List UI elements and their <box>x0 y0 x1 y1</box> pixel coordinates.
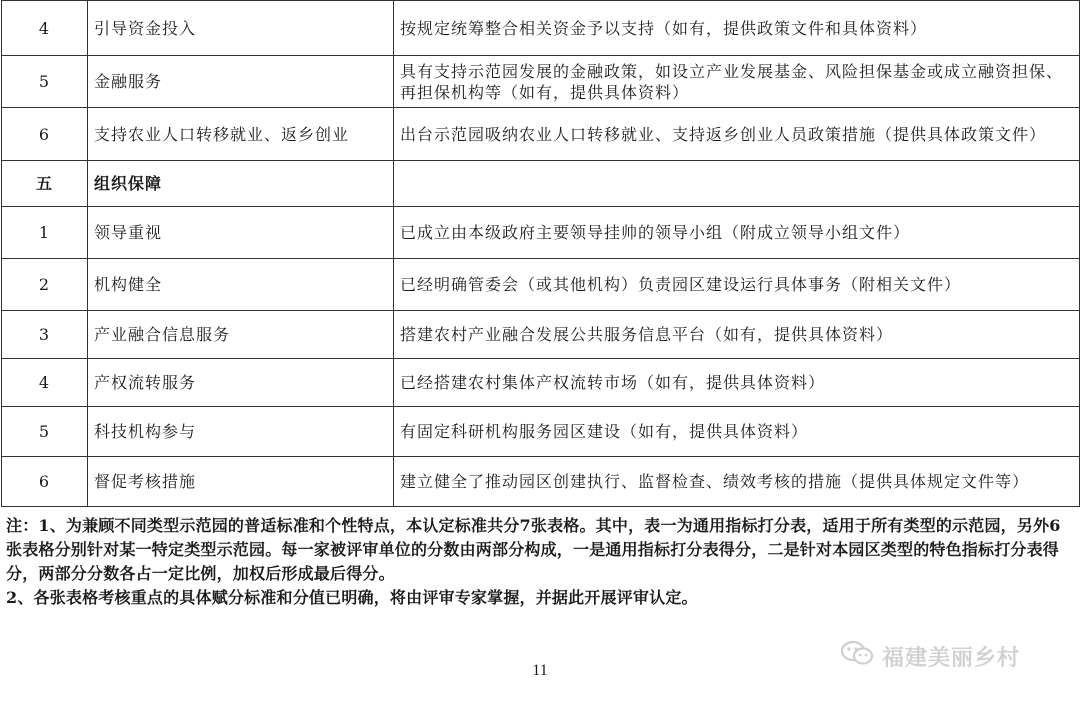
row-description: 建立健全了推动园区创建执行、监督检查、绩效考核的措施（提供具体规定文件等） <box>394 457 1080 507</box>
note-1: 注：1、为兼顾不同类型示范园的普适标准和个性特点，本认定标准共分7张表格。其中，表一为通用指标打分表，适用于所有类型的示范园，另外6张表格分别针对某一特定类型示范园。每一家被评审单位的分数由两部分构成，一是通用指标打分表得分，二是针对本园区类型的特色指标打分表得分，两部分分数各占一定比例，加权后形成最后得分。 <box>6 516 1061 583</box>
row-description: 搭建农村产业融合发展公共服务信息平台（如有，提供具体资料） <box>394 311 1080 359</box>
row-number: 4 <box>2 359 88 407</box>
table-row <box>2 359 1080 407</box>
note-2: 2、各张表格考核重点的具体赋分标准和分值已明确，将由评审专家掌握，并据此开展评审认定。 <box>6 588 698 607</box>
table-row <box>2 457 1080 507</box>
row-description: 具有支持示范园发展的金融政策，如设立产业发展基金、风险担保基金或成立融资担保、再担保机构等（如有，提供具体资料） <box>394 56 1080 108</box>
row-number: 2 <box>2 259 88 311</box>
row-description: 已经明确管委会（或其他机构）负责园区建设运行具体事务（附相关文件） <box>394 259 1080 311</box>
row-number: 1 <box>2 207 88 259</box>
table-row <box>2 207 1080 259</box>
row-number: 4 <box>2 1 88 56</box>
row-item: 支持农业人口转移就业、返乡创业 <box>88 108 394 161</box>
table-row <box>2 1 1080 56</box>
row-item: 金融服务 <box>88 56 394 108</box>
row-description: 出台示范园吸纳农业人口转移就业、支持返乡创业人员政策措施（提供具体政策文件） <box>394 108 1080 161</box>
row-item: 引导资金投入 <box>88 1 394 56</box>
criteria-table <box>1 0 1080 507</box>
section-number: 五 <box>2 161 88 207</box>
row-description: 按规定统筹整合相关资金予以支持（如有，提供政策文件和具体资料） <box>394 1 1080 56</box>
table-row <box>2 407 1080 457</box>
row-description: 已经搭建农村集体产权流转市场（如有，提供具体资料） <box>394 359 1080 407</box>
row-item: 督促考核措施 <box>88 457 394 507</box>
row-number: 6 <box>2 108 88 161</box>
row-item: 领导重视 <box>88 207 394 259</box>
row-item: 产业融合信息服务 <box>88 311 394 359</box>
row-description: 已成立由本级政府主要领导挂帅的领导小组（附成立领导小组文件） <box>394 207 1080 259</box>
table-row <box>2 108 1080 161</box>
row-item: 产权流转服务 <box>88 359 394 407</box>
row-description <box>394 161 1080 207</box>
table-row <box>2 311 1080 359</box>
row-number: 3 <box>2 311 88 359</box>
notes <box>6 514 1074 610</box>
row-item: 科技机构参与 <box>88 407 394 457</box>
row-number: 5 <box>2 407 88 457</box>
page-number: 11 <box>532 662 548 679</box>
row-number: 6 <box>2 457 88 507</box>
table-row <box>2 56 1080 108</box>
table-row <box>2 259 1080 311</box>
section-title: 组织保障 <box>88 161 394 207</box>
row-number: 5 <box>2 56 88 108</box>
watermark-text: 福建美丽乡村 <box>882 645 1021 671</box>
table-row <box>2 161 1080 207</box>
row-item: 机构健全 <box>88 259 394 311</box>
row-description: 有固定科研机构服务园区建设（如有，提供具体资料） <box>394 407 1080 457</box>
